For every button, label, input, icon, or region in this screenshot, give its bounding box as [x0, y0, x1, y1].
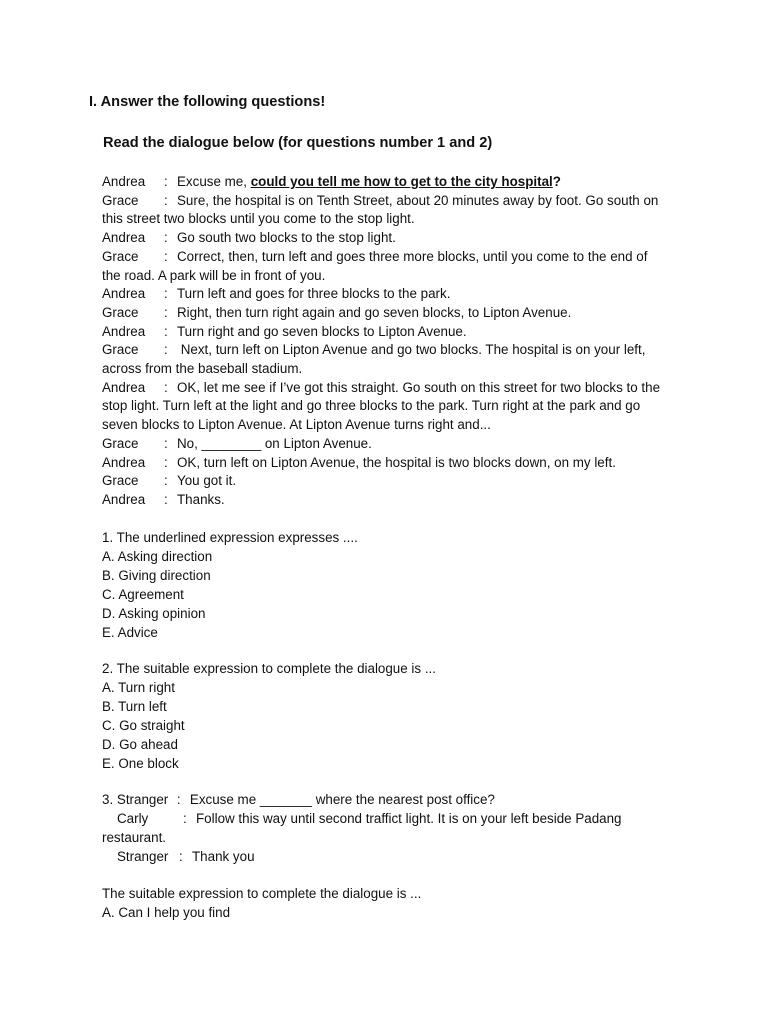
question-number: 3.	[102, 792, 114, 807]
question-3-prompt	[102, 885, 421, 923]
dialogue-line	[102, 229, 682, 248]
question-3-line-stranger	[102, 791, 662, 810]
speaker-name: Grace	[102, 473, 139, 489]
answer-option: C. Agreement	[102, 586, 184, 602]
dialogue-line	[102, 379, 682, 398]
question-stem: The suitable expression to complete the dialogue is ...	[102, 886, 422, 901]
dialogue-line	[102, 472, 682, 491]
speaker-name: Carly	[117, 810, 149, 826]
dialogue-block	[102, 173, 682, 510]
speaker-name: Andrea	[102, 323, 146, 339]
dialogue-line	[102, 192, 682, 211]
dialogue-continuation: across from the baseball stadium.	[102, 361, 303, 377]
speaker-name: Andrea	[102, 491, 146, 507]
answer-option: B. Turn left	[102, 698, 167, 714]
question-3	[102, 791, 662, 867]
speaker-colon: :	[164, 435, 168, 451]
question-3-line-stranger-2	[102, 848, 662, 867]
line-text: Follow this way until second traffict light. It is on your left beside Padang	[196, 810, 622, 826]
line-text: OK, let me see if I’ve got this straight. Go south on this street for two blocks to the	[177, 379, 661, 395]
speaker-name: Andrea	[102, 454, 146, 470]
line-text: Excuse me,	[177, 174, 251, 189]
dialogue-instruction: Read the dialogue below (for questions number 1 and 2)	[103, 135, 493, 151]
dialogue-continuation: the road. A park will be in front of you.	[102, 267, 326, 283]
speaker-name: Andrea	[102, 230, 146, 246]
speaker-colon: :	[164, 491, 168, 507]
answer-option: A. Turn right	[102, 679, 175, 695]
line-text: Sure, the hospital is on Tenth Street, about 20 minutes away by foot. Go south on	[177, 192, 659, 208]
line-text: Turn right and go seven blocks to Lipton Avenue.	[177, 323, 467, 339]
speaker-colon: :	[164, 454, 168, 470]
speaker-colon: :	[164, 323, 168, 339]
line-text-with-blank: Excuse me _______ where the nearest post office?	[189, 792, 495, 807]
line-text: Correct, then, turn left and goes three more blocks, until you come to the end of	[177, 248, 648, 264]
speaker-name: Grace	[102, 192, 139, 208]
dialogue-line	[102, 248, 682, 267]
speaker-name: Stranger	[117, 848, 169, 864]
answer-option: E. Advice	[102, 624, 158, 640]
line-text: OK, turn left on Lipton Avenue, the hospital is two blocks down, on my left.	[177, 454, 616, 470]
answer-option: D. Go ahead	[102, 736, 178, 752]
speaker-colon: :	[164, 379, 168, 395]
dialogue-line	[102, 454, 682, 473]
speaker-colon: :	[164, 304, 168, 320]
speaker-name: Stranger	[116, 792, 169, 807]
dialogue-continuation: stop light. Turn left at the light and go three blocks to the park. Turn right at the park and go	[102, 398, 641, 414]
speaker-colon: :	[176, 792, 181, 807]
speaker-name: Grace	[102, 304, 139, 320]
line-text: Thanks.	[177, 491, 225, 507]
speaker-colon: :	[164, 192, 168, 208]
question-2	[102, 660, 436, 773]
line-text-with-blank: No, ________ on Lipton Avenue.	[177, 435, 372, 451]
section-heading: I. Answer the following questions!	[89, 94, 326, 110]
speaker-name: Grace	[102, 342, 139, 358]
line-text: Go south two blocks to the stop light.	[177, 230, 396, 246]
line-text: Turn left and goes for three blocks to the park.	[177, 286, 451, 302]
dialogue-continuation: restaurant.	[102, 829, 167, 845]
line-text: Next, turn left on Lipton Avenue and go two blocks. The hospital is on your left,	[177, 342, 646, 358]
speaker-colon: :	[164, 342, 168, 358]
speaker-name: Andrea	[102, 286, 146, 302]
dialogue-continuation: this street two blocks until you come to the stop light.	[102, 211, 415, 227]
speaker-name: Grace	[102, 435, 139, 451]
dialogue-line	[102, 173, 682, 192]
answer-option: A. Asking direction	[102, 548, 213, 564]
speaker-name: Andrea	[102, 174, 146, 189]
line-text: You got it.	[177, 473, 237, 489]
question-stem: 1. The underlined expression expresses ....	[102, 530, 358, 545]
underlined-expression: could you tell me how to get to the city hospital	[250, 174, 553, 189]
question-3-line-carly	[102, 810, 662, 829]
speaker-colon: :	[183, 810, 187, 826]
dialogue-line	[102, 435, 682, 454]
dialogue-line	[102, 341, 682, 360]
question-stem: 2. The suitable expression to complete the dialogue is ...	[102, 661, 436, 676]
speaker-colon: :	[164, 286, 168, 302]
line-text: Right, then turn right again and go seven blocks, to Lipton Avenue.	[177, 304, 572, 320]
dialogue-line	[102, 323, 682, 342]
speaker-colon: :	[164, 174, 168, 189]
answer-option: A. Can I help you find	[102, 904, 231, 920]
answer-option: C. Go straight	[102, 717, 185, 733]
speaker-name: Andrea	[102, 379, 146, 395]
line-text: Thank you	[192, 848, 255, 864]
answer-option: D. Asking opinion	[102, 605, 206, 621]
speaker-colon: :	[164, 230, 168, 246]
dialogue-line	[102, 304, 682, 323]
dialogue-continuation: seven blocks to Lipton Avenue. At Lipton Avenue turns right and...	[102, 417, 491, 433]
dialogue-line	[102, 285, 682, 304]
dialogue-line	[102, 491, 682, 510]
speaker-colon: :	[164, 473, 168, 489]
question-1	[102, 529, 358, 642]
speaker-name: Grace	[102, 248, 139, 264]
line-text-end: ?	[552, 174, 561, 189]
answer-option: B. Giving direction	[102, 567, 211, 583]
speaker-colon: :	[164, 248, 168, 264]
speaker-colon: :	[179, 848, 183, 864]
answer-option: E. One block	[102, 755, 179, 771]
